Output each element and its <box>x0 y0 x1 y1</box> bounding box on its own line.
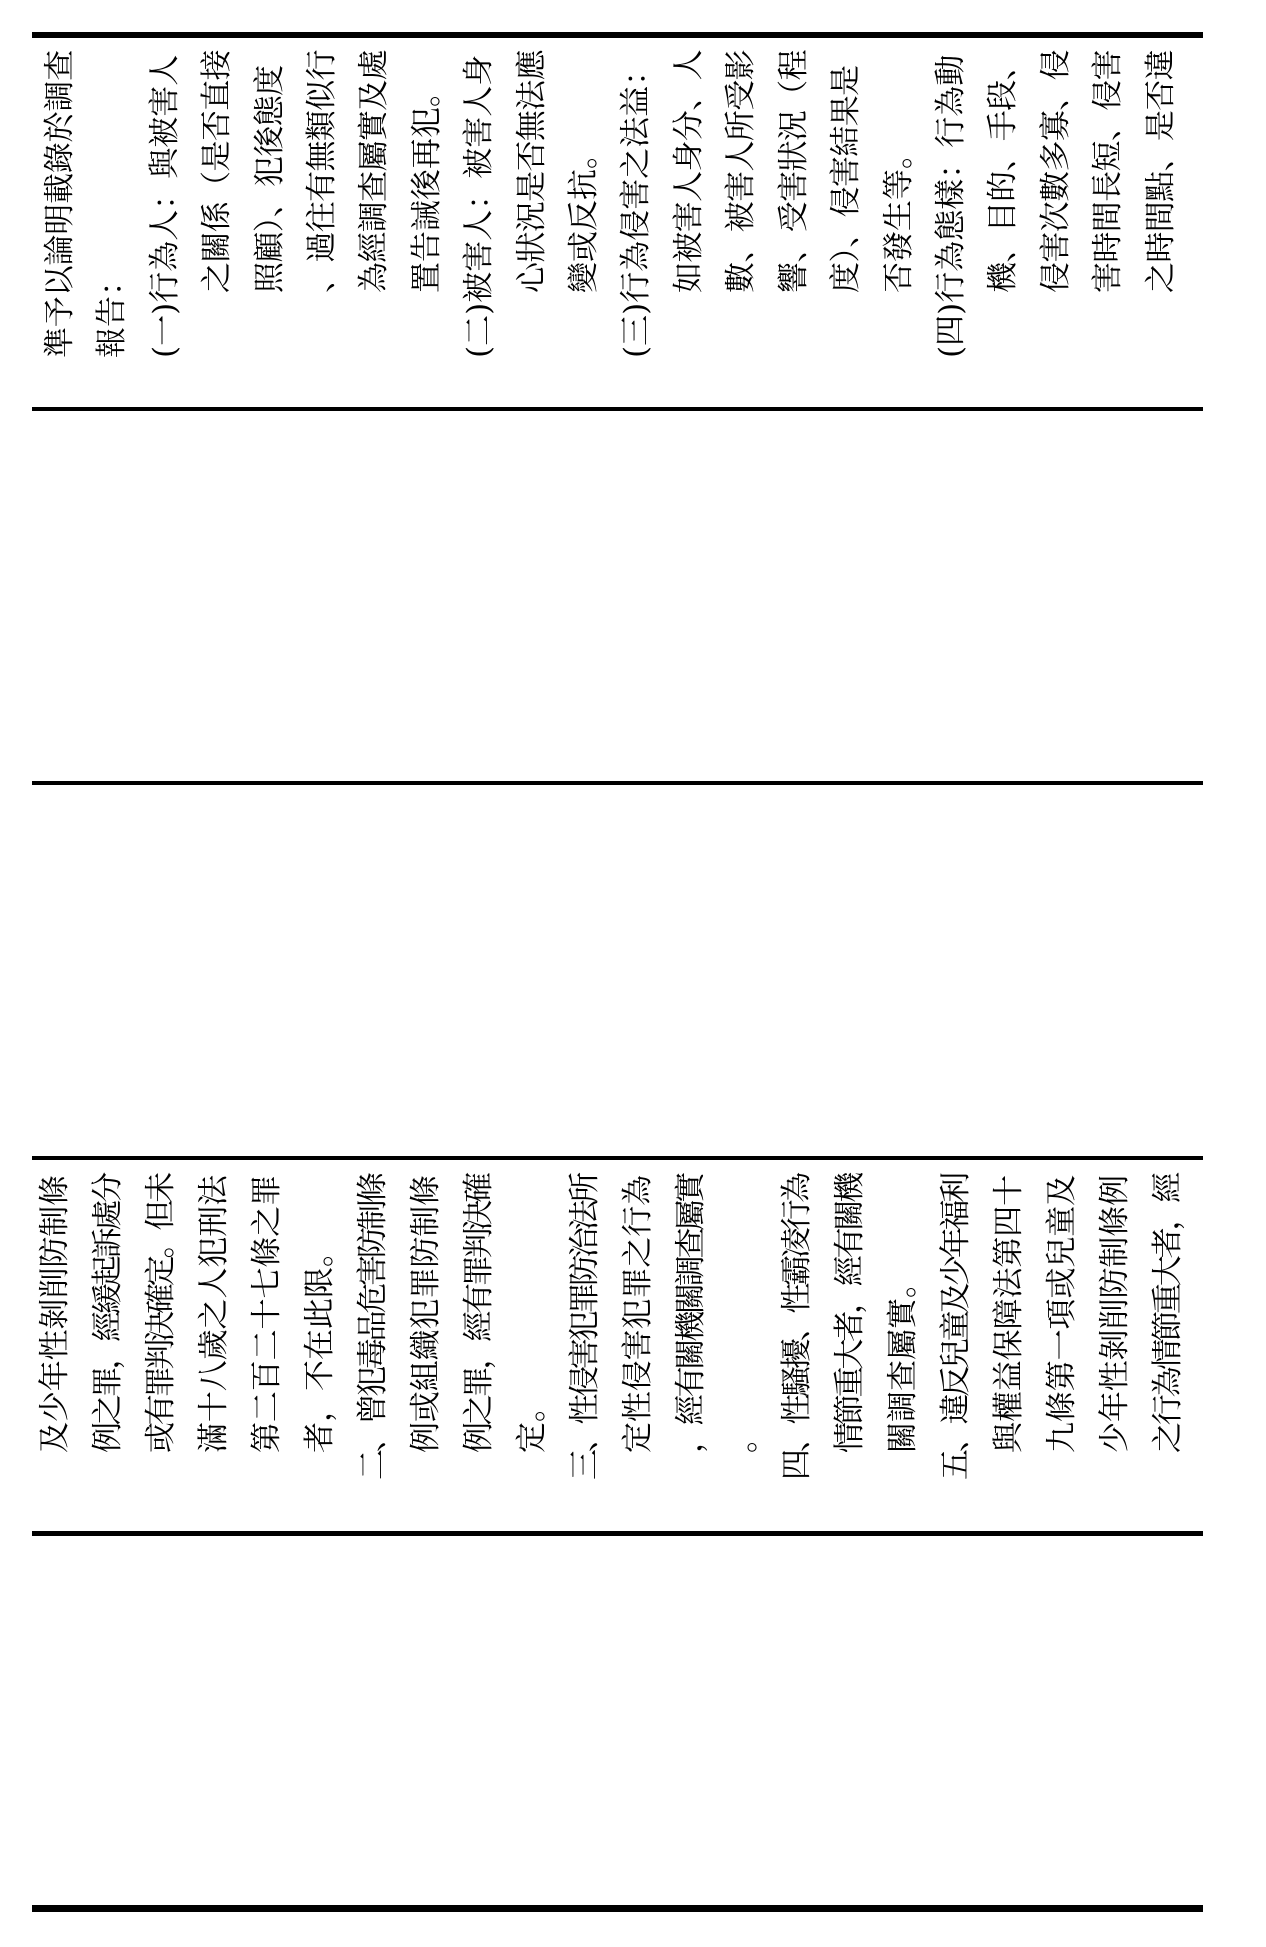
table-column-divider-1 <box>32 1531 1203 1536</box>
text-line: 否發生等。 <box>880 138 917 293</box>
text-line: 心狀況是否無法應 <box>513 50 550 293</box>
table-column-divider-3 <box>32 781 1203 785</box>
table-outer-border-left <box>32 1905 1203 1912</box>
text-line: 侵害次數多寡、侵 <box>1037 50 1074 293</box>
text-line: 少年性剝削防制條例 <box>1097 1174 1133 1453</box>
text-line: ，經有關機關調查屬實 <box>673 1175 709 1453</box>
text-line: 定。 <box>514 1391 550 1453</box>
text-line: (二)被害人：被害人身 <box>461 54 498 358</box>
text-line: 二、曾犯毒品危害防制條 <box>355 1174 391 1480</box>
table-cell-remarks-text <box>34 50 1187 358</box>
text-line: 五、違反兒童及少年福利 <box>938 1174 974 1480</box>
text-line: 為經調查屬實及處 <box>356 50 393 293</box>
text-line: 及少年性剝削防制條 <box>37 1174 73 1453</box>
text-line: 。 <box>726 1422 762 1453</box>
text-line: 照顧）、犯後態度 <box>251 65 288 293</box>
text-line: 滿十八歲之人犯刑法 <box>196 1174 232 1453</box>
text-line: 數、被害人所受影 <box>723 50 760 293</box>
text-line: (三)行為侵害之法益： <box>618 54 655 358</box>
text-line: 九條第一項或兒童及 <box>1044 1174 1080 1453</box>
text-line: 害時間長短、侵害 <box>1090 50 1127 293</box>
text-line: (四)行為態樣：行為動 <box>932 54 969 358</box>
text-line: 報告： <box>94 265 131 358</box>
table-cell-provision-text <box>29 1175 1195 1480</box>
text-line: 置告誡後再犯。 <box>408 76 445 293</box>
text-line: 響、受害狀況（程 <box>775 50 812 293</box>
table-column-divider-2 <box>32 1156 1203 1160</box>
table-column-divider-4 <box>32 407 1203 411</box>
text-line: 變或反抗。 <box>566 138 603 293</box>
text-line: 四、性騷擾、性霸凌行為 <box>779 1174 815 1480</box>
text-line: 如被害人身分、人 <box>670 50 707 293</box>
text-line: 、過往有無類似行 <box>304 50 341 293</box>
text-line: 者，不在此限。 <box>302 1236 338 1453</box>
text-line: 定性侵害犯罪之行為 <box>620 1174 656 1453</box>
text-line: 或有罪判決確定。但未 <box>143 1175 179 1453</box>
text-line: 情節重大者，經有關機 <box>832 1175 868 1453</box>
text-line: 第二百二十七條之罪 <box>249 1174 285 1453</box>
text-line: 三、性侵害犯罪防治法所 <box>567 1174 603 1480</box>
text-line: 準予以論明載錄於調查 <box>42 50 78 358</box>
text-line: 度）、侵害結果是 <box>828 65 865 293</box>
text-line: 之行為情節重大者，經 <box>1150 1175 1186 1453</box>
text-line: 例或組織犯罪防制條 <box>408 1174 444 1453</box>
text-line: 之關係（是否直接 <box>199 50 236 293</box>
text-line: (一)行為人：與被害人 <box>146 54 183 358</box>
text-line: 機、目的、手段、 <box>985 50 1022 293</box>
text-line: 與權益保障法第四十 <box>991 1174 1027 1453</box>
text-line: 例之罪，經緩起訴處分 <box>90 1175 126 1453</box>
text-line: 之時間點、是否違 <box>1142 50 1179 293</box>
text-line: 例之罪，經有罪判決確 <box>461 1175 497 1453</box>
table-outer-border-right <box>32 32 1203 38</box>
text-line: 關調查屬實。 <box>885 1267 921 1453</box>
